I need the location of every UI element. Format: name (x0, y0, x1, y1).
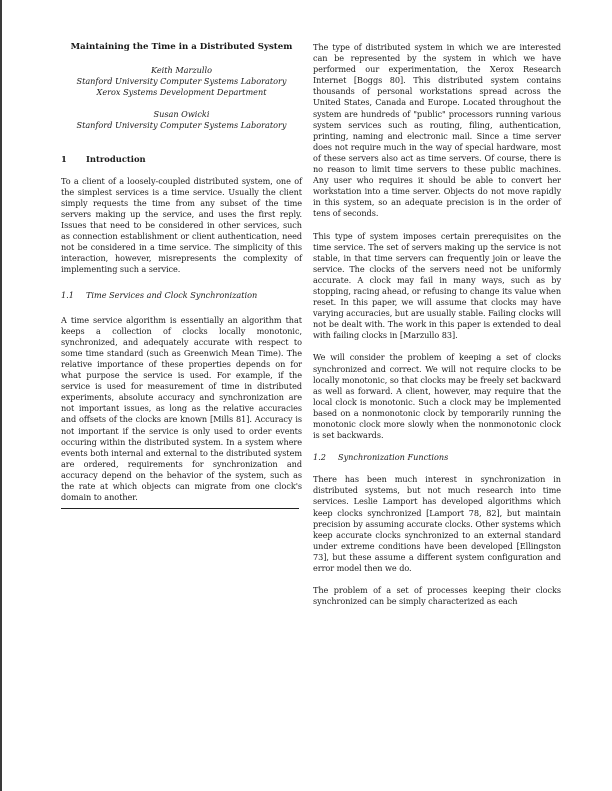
subsection-heading-time-services (61, 290, 302, 301)
author-name: Keith Marzullo (151, 65, 212, 76)
author-block-1 (61, 65, 302, 98)
page-scan-edge (0, 0, 2, 791)
section-heading-introduction (61, 154, 302, 165)
paragraph: This type of system imposes certain prerequisites on the time service. The set of servers making up the service is not stable, in that time servers can frequently join or leave the service. The clocks of the servers need not be uniformly accurate. A clock may fail in many ways, such as by stopping, racing ahead, or refusing to change its value when reset. In this paper, we will assume that clocks may have varying accuracies, but are usually stable. Failing clocks will not be dealt with. The work in this paper is extended to deal with failing clocks in [Marzullo 83]. (313, 230, 561, 341)
author-name: Susan Owicki (153, 109, 210, 120)
subsection-heading-synchronization-functions (313, 452, 561, 463)
author-affiliation: Xerox Systems Development Department (96, 87, 267, 98)
author-affiliation: Stanford University Computer Systems Laboratory (76, 76, 287, 87)
section-title: Introduction (86, 153, 146, 164)
paragraph: The problem of a set of processes keeping their clocks synchronized can be simply characterized as each (313, 585, 561, 607)
paragraph: There has been much interest in synchronization in distributed systems, but not much research into time services. Leslie Lamport has developed algorithms which keep clocks synchronized [Lamport 78, 82], but maintain precision by assuming accurate clocks. Other systems which keep accurate clocks synchronized to an external standard under extreme conditions have been developed [Ellingston 73], but these assume a different system configuration and error model then we do. (313, 474, 561, 574)
left-column (61, 42, 302, 509)
author-block-2 (61, 109, 302, 131)
paper-title: Maintaining the Time in a Distributed System (70, 42, 293, 52)
subsection-title: Time Services and Clock Synchronization (86, 289, 258, 300)
right-column (313, 42, 561, 607)
paragraph: A time service algorithm is essentially an algorithm that keeps a collection of clocks locally monotonic, synchronized, and adequately accurate with respect to some time standard (such as Greenwich Mean Time). The relative importance of these properties depends on for what purpose the service is used. For example, if the service is used for measurement of time in distributed experiments, absolute accuracy and synchronization are not important issues, as long as the relative accuracies and offsets of the clocks are known [Mills 81]. Accuracy is not important if the service is only used to order events occuring within the distributed system. In a system where events both internal and external to the distributed system are ordered, requirements for synchronization and accuracy depend on the behavior of the system, such as the rate at which objects can migrate from one clock's domain to another. (61, 314, 302, 503)
paragraph: The type of distributed system in which we are interested can be represented by the system in which we have performed our experimentation, the Xerox Research Internet [Boggs 80]. This distributed system contains thousands of personal workstations spread across the United States, Canada and Europe. Located throughout the system are hundreds of "public" processors running various system services such as routing, filing, authentication, printing, naming and electronic mail. Since a time server does not require much in the way of special hardware, most of these servers also act as time servers. Of course, there is no reason to limit time servers to these public machines. Any user who requires it should be able to convert her workstation into a time server. Objects do not move rapidly in this system, so an adequate precision is in the order of tens of seconds. (313, 42, 561, 219)
section-number: 1 (61, 153, 67, 164)
paragraph: We will consider the problem of keeping a set of clocks synchronized and correct. We will not require clocks to be locally monotonic, so that clocks may be freely set backward as well as forward. A client, however, may require that the local clock is monotonic. Such a clock may be implemented based on a nonmonotonic clock by temporarily running the monotonic clock more slowly when the nonmonotonic clock is set backwards. (313, 352, 561, 441)
footnote-rule (61, 508, 299, 509)
subsection-title: Synchronization Functions (338, 452, 449, 463)
subsection-number: 1.2 (313, 452, 326, 463)
paragraph: To a client of a loosely-coupled distributed system, one of the simplest services is a time service. Usually the client simply requests the time from any subset of the time servers making up the service, and uses the first reply. Issues that need to be considered in other services, such as connection establishment or client authentication, need not be considered in a time service. The simplicity of this interaction, however, misrepresents the complexity of implementing such a service. (61, 175, 302, 275)
subsection-number: 1.1 (61, 289, 74, 300)
author-affiliation: Stanford University Computer Systems Laboratory (76, 120, 287, 131)
